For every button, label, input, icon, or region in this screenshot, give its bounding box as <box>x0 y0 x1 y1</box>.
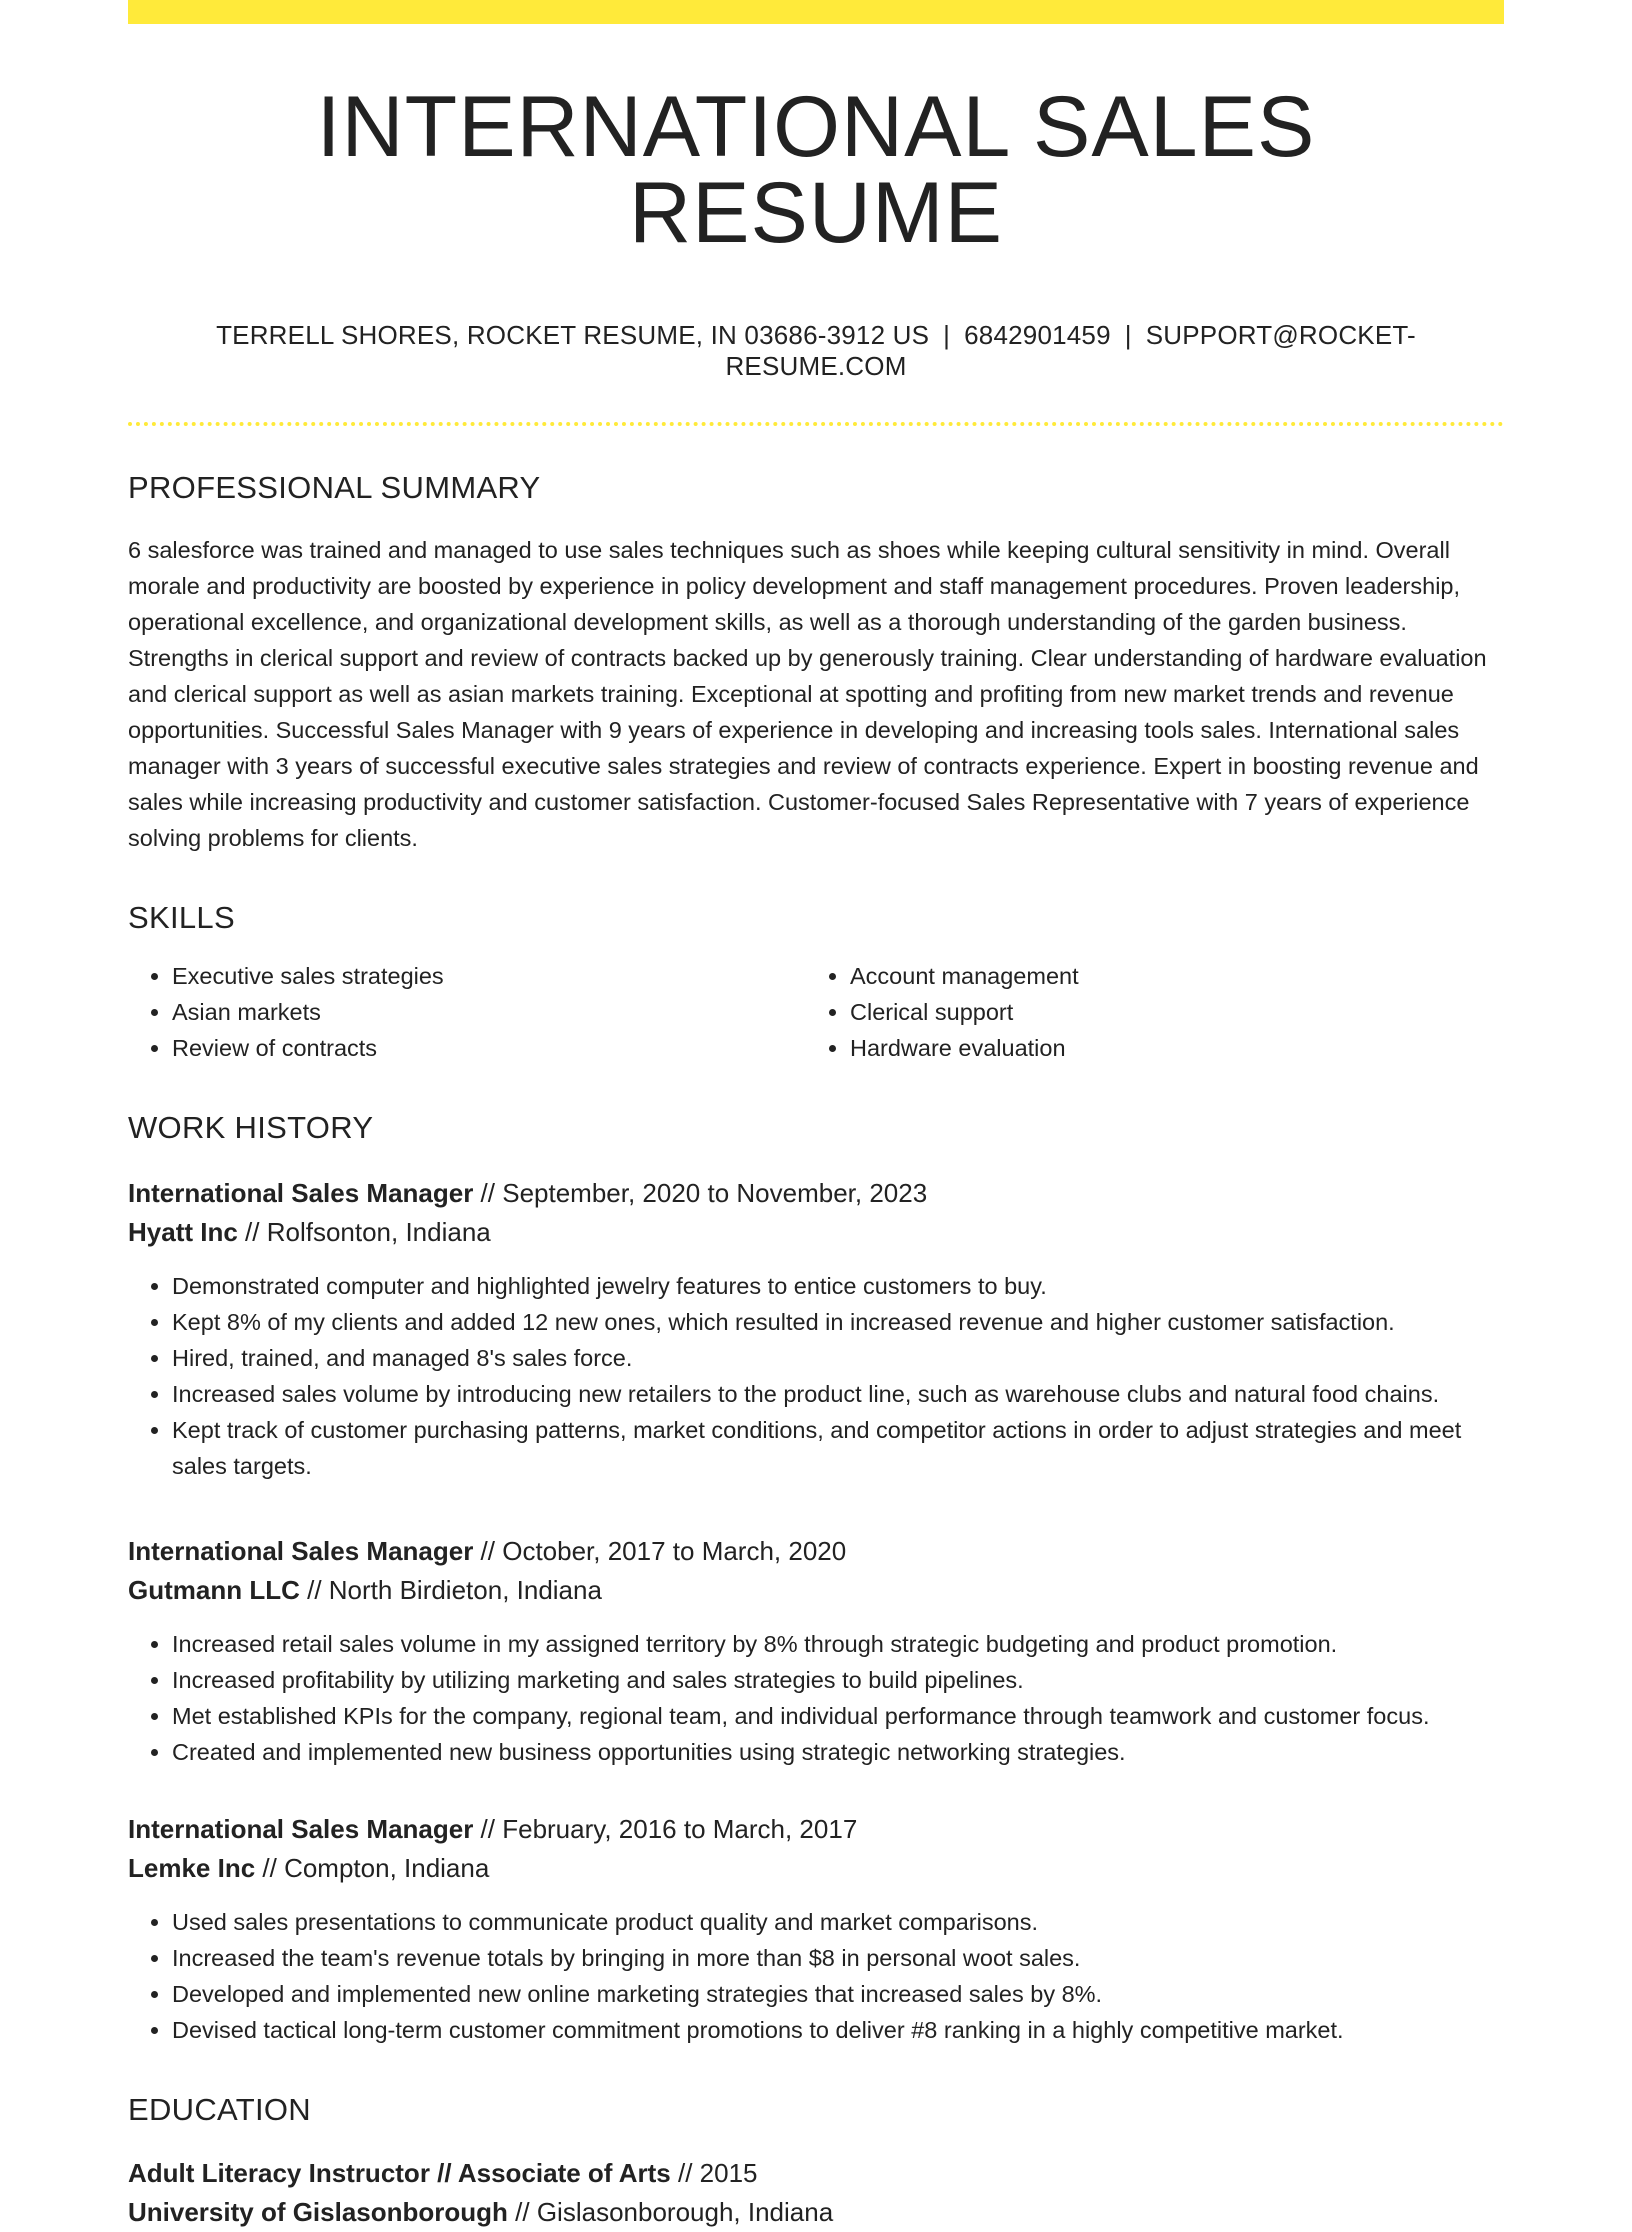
job-bullet: • Increased retail sales volume in my assigned territory by 8% through strategic budgeting and product promotion. <box>172 1626 1504 1662</box>
job-bullet: • Hired, trained, and managed 8's sales force. <box>172 1340 1504 1376</box>
education-school: University of Gislasonborough <box>128 2197 508 2227</box>
job-title-line <box>128 1532 1504 1571</box>
contact-address: TERRELL SHORES, ROCKET RESUME, IN 03686-3912 US <box>216 320 930 350</box>
skills-grid <box>128 958 1504 1066</box>
education-year: // 2015 <box>670 2158 758 2188</box>
job-title-line <box>128 1174 1504 1213</box>
job-bullets <box>128 1626 1504 1770</box>
job-title: International Sales Manager <box>128 1178 474 1208</box>
education-degree: Adult Literacy Instructor // Associate of Arts <box>128 2158 671 2188</box>
job-bullet: • Used sales presentations to communicate product quality and market comparisons. <box>172 1904 1504 1940</box>
contact-separator: | <box>1124 320 1132 350</box>
skill-item: • Account management <box>850 958 1484 994</box>
job-bullets <box>128 1904 1504 2048</box>
job-company-line <box>128 1849 1504 1888</box>
contact-email: SUPPORT@ROCKET-RESUME.COM <box>725 320 1416 381</box>
contact-line <box>128 320 1504 382</box>
job-bullet: • Increased sales volume by introducing new retailers to the product line, such as warehouse clubs and natural food chains. <box>172 1376 1504 1412</box>
education-entry <box>128 2154 1504 2232</box>
job-location: // Rolfsonton, Indiana <box>237 1217 491 1247</box>
education-school-line <box>128 2193 1504 2232</box>
job-entry <box>128 1174 1504 1484</box>
job-company-line <box>128 1213 1504 1252</box>
job-company-line <box>128 1571 1504 1610</box>
job-title-line <box>128 1810 1504 1849</box>
job-dates: // February, 2016 to March, 2017 <box>473 1814 858 1844</box>
job-title: International Sales Manager <box>128 1814 474 1844</box>
skill-item: • Hardware evaluation <box>850 1030 1484 1066</box>
skills-list-left <box>128 958 806 1066</box>
education-heading: EDUCATION <box>128 2092 311 2127</box>
accent-top-bar <box>128 0 1504 24</box>
job-location: // Compton, Indiana <box>255 1853 490 1883</box>
contact-phone: 6842901459 <box>964 320 1111 350</box>
job-dates: // September, 2020 to November, 2023 <box>473 1178 928 1208</box>
job-bullet: • Developed and implemented new online marketing strategies that increased sales by 8%. <box>172 1976 1504 2012</box>
job-bullet: • Increased profitability by utilizing marketing and sales strategies to build pipelines. <box>172 1662 1504 1698</box>
job-bullet: • Devised tactical long-term customer commitment promotions to deliver #8 ranking in a highly competitive market. <box>172 2012 1504 2048</box>
skill-item: • Clerical support <box>850 994 1484 1030</box>
job-bullet: • Demonstrated computer and highlighted jewelry features to entice customers to buy. <box>172 1268 1504 1304</box>
work-history-heading: WORK HISTORY <box>128 1110 374 1145</box>
summary-heading: PROFESSIONAL SUMMARY <box>128 470 541 505</box>
resume-page <box>128 0 1504 2232</box>
skill-item: • Asian markets <box>172 994 806 1030</box>
skill-item: • Executive sales strategies <box>172 958 806 994</box>
education-degree-line <box>128 2154 1504 2193</box>
job-bullet: • Increased the team's revenue totals by bringing in more than $8 in personal woot sales. <box>172 1940 1504 1976</box>
job-dates: // October, 2017 to March, 2020 <box>473 1536 847 1566</box>
job-bullet: • Kept 8% of my clients and added 12 new ones, which resulted in increased revenue and higher customer satisfaction. <box>172 1304 1504 1340</box>
job-company: Gutmann LLC <box>128 1575 300 1605</box>
job-entry <box>128 1532 1504 1770</box>
job-company: Hyatt Inc <box>128 1217 238 1247</box>
contact-separator: | <box>943 320 951 350</box>
dotted-divider <box>128 422 1504 426</box>
job-company: Lemke Inc <box>128 1853 256 1883</box>
resume-title: INTERNATIONAL SALES RESUME <box>316 79 1316 261</box>
education-location: // Gislasonborough, Indiana <box>507 2197 834 2227</box>
job-title: International Sales Manager <box>128 1536 474 1566</box>
job-bullet: • Met established KPIs for the company, regional team, and individual performance through teamwork and customer focus. <box>172 1698 1504 1734</box>
job-bullets <box>128 1268 1504 1484</box>
job-bullet: • Kept track of customer purchasing patterns, market conditions, and competitor actions in order to adjust strategies and meet sales targets. <box>172 1412 1504 1484</box>
skills-list-right <box>806 958 1484 1066</box>
summary-text: 6 salesforce was trained and managed to use sales techniques such as shoes while keeping cultural sensitivity in mind. Overall morale and productivity are boosted by experience in policy development and staff management procedures. Proven leadership, operational excellence, and organizational development skills, as well as a thorough understanding of the garden business. Strengths in clerical support and review of contracts backed up by generously training. Clear understanding of hardware evaluation and clerical support as well as asian markets training. Exceptional at spotting and profiting from new market trends and revenue opportunities. Successful Sales Manager with 9 years of experience in developing and increasing tools sales. International sales manager with 3 years of successful executive sales strategies and review of contracts experience. Expert in boosting revenue and sales while increasing productivity and customer satisfaction. Customer-focused Sales Representative with 7 years of experience solving problems for clients. <box>128 537 1487 851</box>
skills-heading: SKILLS <box>128 900 235 935</box>
job-entry <box>128 1810 1504 2048</box>
job-location: // North Birdieton, Indiana <box>299 1575 602 1605</box>
skill-item: • Review of contracts <box>172 1030 806 1066</box>
job-bullet: • Created and implemented new business opportunities using strategic networking strategies. <box>172 1734 1504 1770</box>
